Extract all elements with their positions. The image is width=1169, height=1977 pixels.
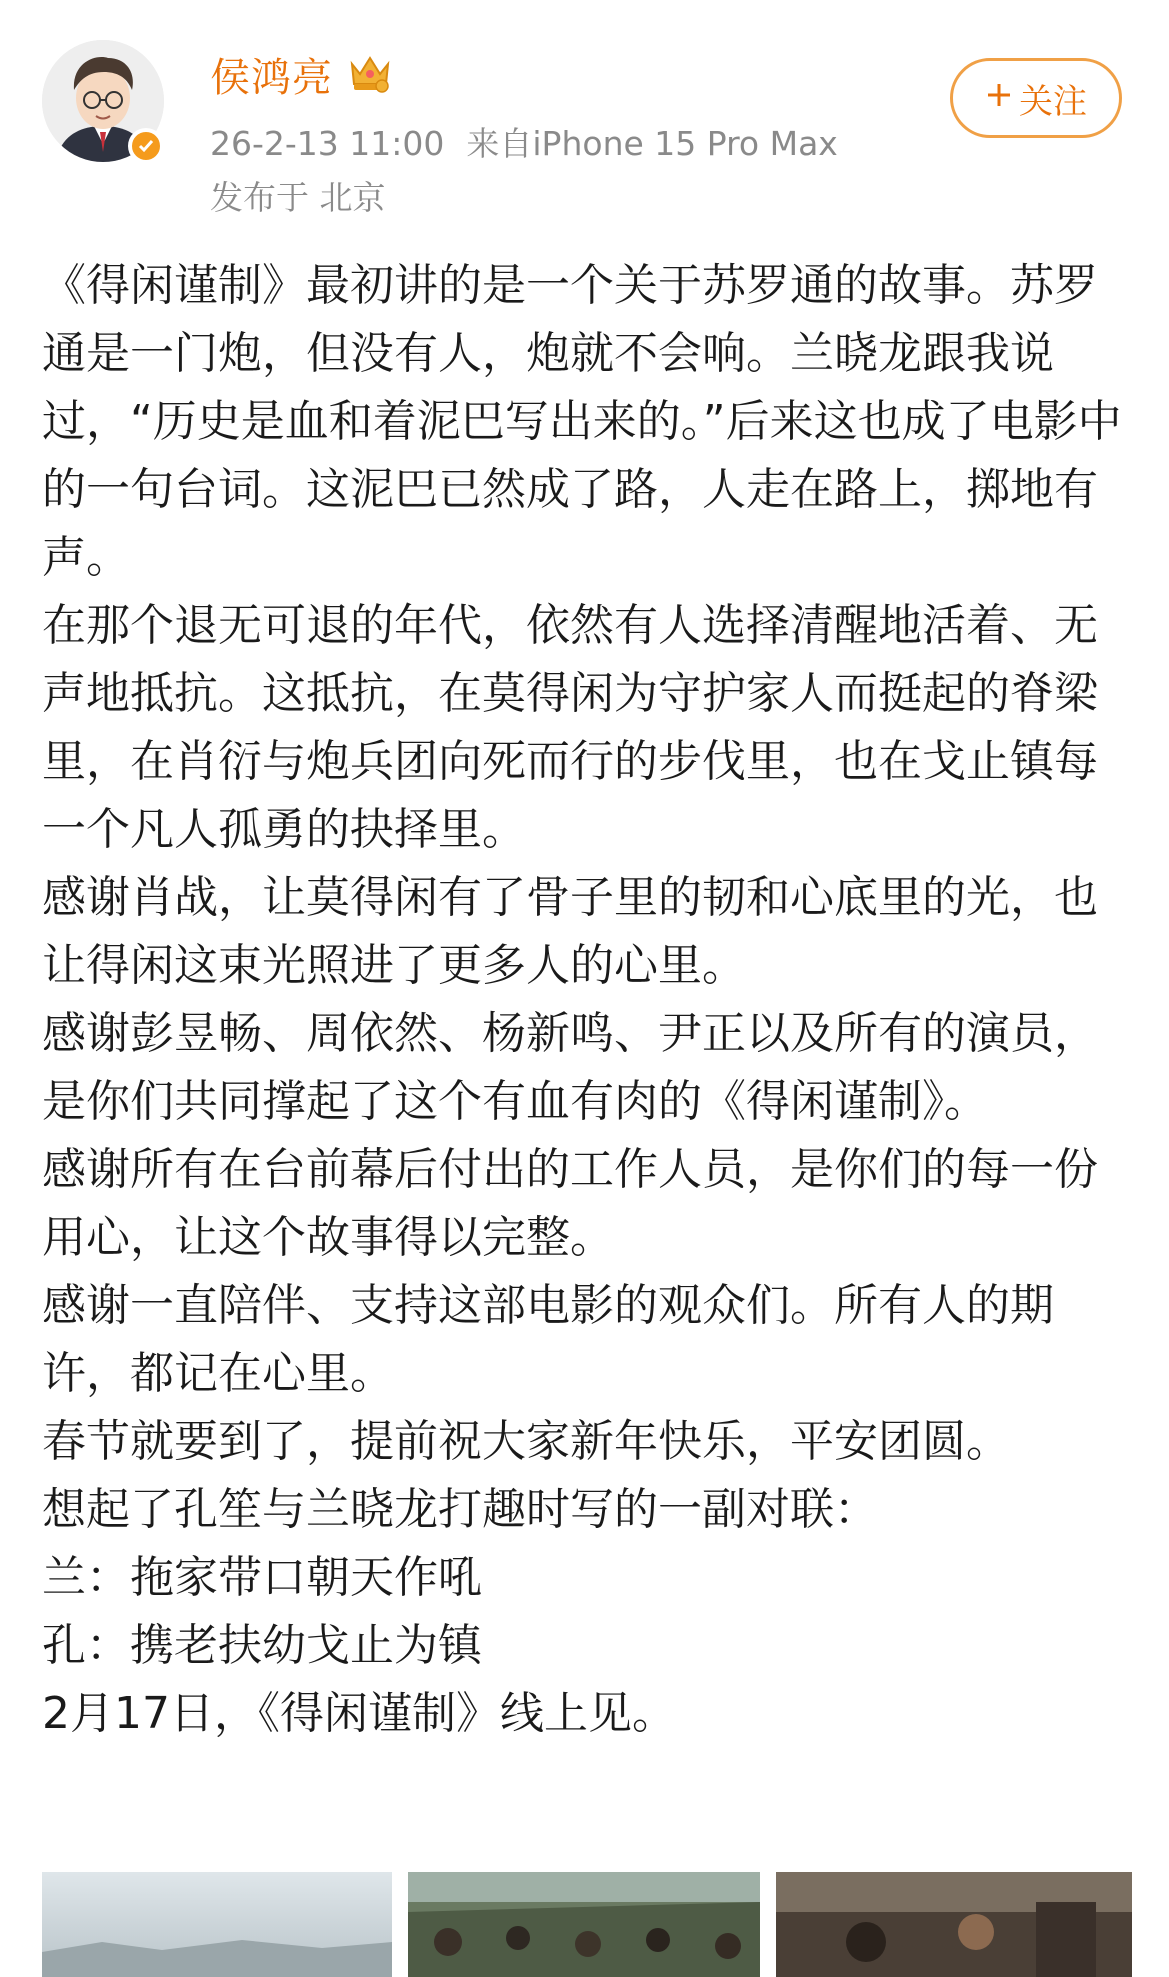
post-paragraph: 想起了孔笙与兰晓龙打趣时写的一副对联： <box>42 1484 878 1535</box>
plus-icon <box>985 78 1013 118</box>
post-paragraph: 感谢彭昱畅、周依然、杨新鸣、尹正以及所有的演员，是你们共同撑起了这个有血有肉的《得闲谨制》。 <box>42 1008 1098 1127</box>
follow-button[interactable] <box>950 58 1122 138</box>
post-location: 发布于 北京 <box>210 178 386 217</box>
post-paragraph: 感谢肖战，让莫得闲有了骨子里的韧和心底里的光，也让得闲这束光照进了更多人的心里。 <box>42 872 1098 991</box>
post-paragraph: 感谢所有在台前幕后付出的工作人员，是你们的每一份用心，让这个故事得以完整。 <box>42 1144 1098 1263</box>
post-paragraph: 兰：拖家带口朝天作吼 <box>42 1552 482 1603</box>
post-timestamp: 26-2-13 11:00 <box>210 124 445 163</box>
post-paragraph: 感谢一直陪伴、支持这部电影的观众们。所有人的期许，都记在心里。 <box>42 1280 1054 1399</box>
post-paragraph: 孔：携老扶幼戈止为镇 <box>42 1620 482 1671</box>
post-meta <box>210 118 838 165</box>
post-header <box>0 0 1169 217</box>
post-paragraph: 《得闲谨制》最初讲的是一个关于苏罗通的故事。苏罗通是一门炮，但没有人，炮就不会响。兰晓龙跟我说过，“历史是血和着泥巴写出来的。”后来这也成了电影中的一句台词。这泥巴已然成了路，人走在路上，掷地有声。 <box>42 260 1122 583</box>
username[interactable]: 侯鸿亮 <box>210 55 333 101</box>
post-paragraph: 在那个退无可退的年代，依然有人选择清醒地活着、无声地抵抗。这抵抗，在莫得闲为守护家人而挺起的脊梁里，在肖衍与炮兵团向死而行的步伐里，也在戈止镇每一个凡人孤勇的抉择里。 <box>42 600 1098 855</box>
post-body <box>42 252 1132 1748</box>
crown-icon[interactable] <box>346 50 394 94</box>
image-thumbnail-3[interactable] <box>776 1872 1132 1977</box>
post-paragraph: 2月17日，《得闲谨制》线上见。 <box>42 1688 676 1739</box>
image-grid <box>42 1872 1132 1977</box>
post-source: 来自iPhone 15 Pro Max <box>466 124 838 163</box>
image-thumbnail-2[interactable] <box>408 1872 760 1977</box>
follow-label: 关注 <box>1019 81 1087 122</box>
verified-badge-icon <box>128 128 164 164</box>
image-thumbnail-1[interactable] <box>42 1872 392 1977</box>
post-paragraph: 春节就要到了，提前祝大家新年快乐，平安团圆。 <box>42 1416 1010 1467</box>
